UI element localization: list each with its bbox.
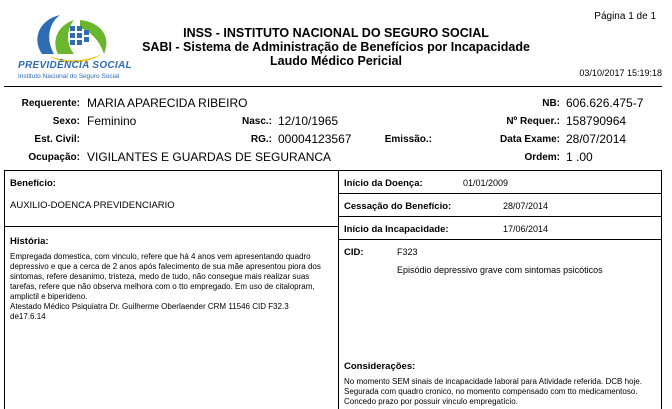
cessacao-divider [338,216,661,217]
table-right-border [661,170,662,409]
nasc-value: 12/10/1965 [278,114,339,128]
logo-subtitle: Instituto Nacional do Seguro Social [18,73,120,80]
consideracoes-line: Segurada com quadro cronico, no momento compensado com tto medicamentoso. [344,387,638,396]
inicio-doenca-label: Início da Doença: [344,178,423,189]
logo-brand: PREVIDÊNCIA SOCIAL [18,60,132,71]
beneficio-value: AUXILIO-DOENCA PREVIDENCIARIO [10,200,175,211]
historia-line: de17.6.14 [10,312,46,321]
sexo-label: Sexo: [52,116,80,127]
header-subtitle: SABI - Sistema de Administração de Benefícios por Incapacidade [142,40,530,54]
historia-line: Atestado Médico Psiquiatra Dr. Guilherme Oberlaender CRM 11546 CID F32.3 [10,302,289,311]
cid-label: CID: [344,247,364,258]
cid-code: F323 [397,247,418,257]
historia-line: sintomas, refere desanimo, tristeza, medo de tudo, não consegue mais realizar suas [10,272,310,281]
header-title: INSS - INSTITUTO NACIONAL DO SEGURO SOCIAL [183,26,489,40]
column-divider [338,170,339,409]
est-civil-label: Est. Civil: [34,134,80,145]
ocupacao-value: VIGILANTES E GUARDAS DE SEGURANCA [87,150,332,164]
emissao-label: Emissão.: [384,134,432,145]
historia-line: tarefas, refere que não observa melhora com o tto empregado. Em uso de citalopram, [10,282,315,291]
ordem-label: Ordem: [524,152,560,163]
nreq-label: Nº Requer.: [506,116,560,127]
historia-line: amplictil e biperideno. [10,292,88,301]
rg-value: 00004123567 [278,132,352,146]
table-left-border [4,170,5,409]
beneficio-divider [4,226,338,227]
inicio-doenca-divider [338,193,661,194]
inicio-incap-label: Início da Incapacidade: [344,224,449,235]
inicio-incap-divider [338,239,661,240]
inicio-incap-value: 17/06/2014 [503,224,549,234]
historia-label: História: [10,236,49,247]
requerente-label: Requerente: [21,98,80,109]
inicio-doenca-value: 01/01/2009 [463,178,509,188]
historia-line: Empregada domestica, com vinculo, refere que há 4 anos vem apresentando quadro [10,252,311,261]
cessacao-value: 28/07/2014 [503,201,549,211]
table-top-border [4,170,662,171]
beneficio-label: Benefício: [10,178,56,189]
data-exame-value: 28/07/2014 [566,132,627,146]
historia-line: depressivo e que a cerca de 2 anos após falecimento de sua mãe apresentou piora dos [10,262,321,271]
ocupacao-label: Ocupação: [28,152,80,163]
requerente-value: MARIA APARECIDA RIBEIRO [87,96,248,110]
cid-description: Episódio depressivo grave com sintomas psicóticos [397,265,603,275]
cessacao-label: Cessação do Benefício: [344,201,452,212]
data-exame-label: Data Exame: [499,134,560,145]
timestamp: 03/10/2017 15:19:18 [579,68,662,78]
consideracoes-label: Considerações: [344,361,416,372]
nreq-value: 158790964 [566,114,627,128]
consideracoes-line: No momento SEM sinais de incapacidade laboral para Atividade referida. DCB hoje. [344,377,642,386]
header-divider [4,86,662,87]
nb-label: NB: [542,98,560,109]
sexo-value: Feminino [87,114,137,128]
nb-value: 606.626.475-7 [566,96,644,110]
ordem-value: 1 .00 [566,150,593,164]
header-doc-type: Laudo Médico Pericial [270,54,402,68]
nasc-label: Nasc.: [241,116,272,127]
consideracoes-line: Concedo prazo por possuir vinculo empregatício. [344,397,518,406]
page-info: Página 1 de 1 [594,11,656,22]
rg-label: RG.: [250,134,272,145]
